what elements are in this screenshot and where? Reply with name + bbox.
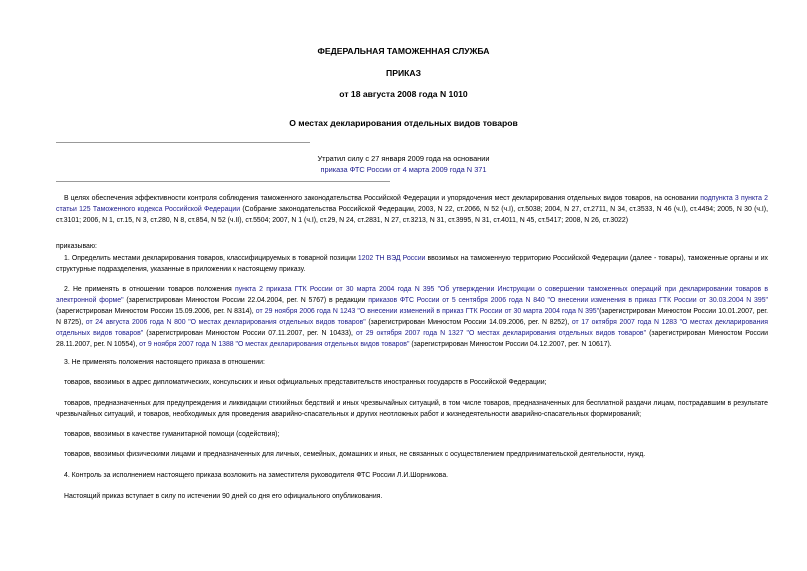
preamble bbox=[56, 193, 768, 226]
item-3-b: товаров, предназначенных для предупреждения и ликвидации стихийных бедствий и иных чрезвычайных ситуаций, в том числе товаров, предназначенных для бесплатной раздачи лицам, пострадавшим в результате чрезвычайных ситуаций, и товаров, необходимых для проведения аварийно-спасательных и других неотложных работ и жизнедеятельности аварийно-спасательных формирований; bbox=[56, 400, 768, 418]
item-3-intro: 3. Не применять положения настоящего приказа в отношении: bbox=[64, 359, 265, 366]
item-1 bbox=[56, 253, 768, 275]
fts-1243-link[interactable]: от 29 ноября 2006 года N 1243 "О внесении изменений в приказ ГТК России от 30 марта 2004 года N 395" bbox=[255, 308, 600, 315]
repeal-line: Утратил силу с 27 января 2009 года на основании bbox=[317, 154, 490, 163]
item-2-text: (зарегистрирован Минюстом России 07.11.2007, рег. N 10433), bbox=[143, 330, 356, 337]
divider-bottom bbox=[56, 181, 390, 182]
gtk-395-link[interactable]: пункта 2 приказа ГТК России от 30 марта 2004 года N 395 "Об утверждении Инструкции о совершении таможенных операций при декларировании товаров в электронной форме" bbox=[56, 286, 769, 304]
fts-800-link[interactable]: от 24 августа 2006 года N 800 "О местах декларирования отдельных видов товаров" bbox=[85, 319, 366, 326]
item-4: 4. Контроль за исполнением настоящего приказа возложить на заместителя руководителя ФТС России Л.И.Шорникова. bbox=[64, 472, 449, 479]
tnved-link[interactable]: 1202 ТН ВЭД России bbox=[357, 255, 426, 262]
divider-top bbox=[56, 142, 310, 143]
item-1-text: 1. Определить местами декларирования товаров, классифицируемых в товарной позиции bbox=[64, 255, 358, 262]
customs-code-link[interactable]: подпункта 3 пункта 2 статьи 125 Таможенного кодекса Российской Федерации bbox=[56, 195, 768, 213]
repeal-note bbox=[0, 153, 807, 175]
order-word: приказываю: bbox=[56, 243, 97, 250]
item-3-c: товаров, ввозимых в качестве гуманитарной помощи (содействия); bbox=[64, 431, 280, 438]
repeal-order-link[interactable]: приказа ФТС России от 4 марта 2009 года N 371 bbox=[320, 165, 487, 174]
agency-name: ФЕДЕРАЛЬНАЯ ТАМОЖЕННАЯ СЛУЖБА bbox=[317, 46, 490, 56]
fts-840-link[interactable]: приказов ФТС России от 5 сентября 2006 года N 840 "О внесении изменения в приказ ГТК России от 30.03.2004 N 395" bbox=[368, 297, 768, 304]
item-2-text: (зарегистрирован Минюстом России 10.01.2007, рег. N 8725), bbox=[56, 308, 769, 326]
item-2-text: (зарегистрирован Минюстом России 15.09.2006, рег. N 8314), bbox=[56, 308, 256, 315]
item-2-text: 2. Не применять в отношении товаров положения bbox=[64, 286, 235, 293]
preamble-text: В целях обеспечения эффективности контроля соблюдения таможенного законодательства Российской Федерации и упорядочения мест декларирования отдельных видов товаров, на основании bbox=[64, 195, 701, 202]
item-1-text-cont: ввозимых на таможенную территорию Российской Федерации (далее - товары), таможенные органы и их структурные подразделения, указанные в приложении к настоящему приказу. bbox=[56, 255, 768, 273]
item-3-a: товаров, ввозимых в адрес дипломатических, консульских и иных официальных представительств иностранных государств в Российской Федерации; bbox=[64, 379, 547, 386]
fts-1283-link[interactable]: от 17 октября 2007 года N 1283 "О местах декларирования отдельных видов товаров" bbox=[56, 319, 768, 337]
item-2-text: (зарегистрирован Минюстом России 22.04.2004, рег. N 5767) в редакции bbox=[123, 297, 369, 304]
doc-type: ПРИКАЗ bbox=[386, 68, 421, 78]
item-2-text: (зарегистрирован Минюстом России 28.11.2007, рег. N 10554), bbox=[56, 330, 769, 348]
fts-1388-link[interactable]: от 9 ноября 2007 года N 1388 "О местах декларирования отдельных видов товаров" bbox=[139, 341, 410, 348]
preamble-text-cont: (Собрание законодательства Российской Федерации, 2003, N 22, ст.2066, N 52 (ч.I), ст.5038; 2004, N 27, ст.2711, N 34, ст.3533, N 46 (ч.I), ст.4494; 2005, N 30 (ч.I), ст.3101; 2006, N 1, ст.15, N 3, ст.280, N 8, ст.854, N 52 (ч.II), ст.5504; 2007, N 1 (ч.I), ст.29, N 24, ст.2831, N 27, ст.3213, N 31, ст.3995, N 31, ст.4011, N 45, ст.5417; 2008, N 26, ст.3022) bbox=[56, 206, 768, 224]
item-2-text: (зарегистрирован Минюстом России 14.09.2006, рег. N 8252), bbox=[365, 319, 572, 326]
item-2-text: (зарегистрирован Минюстом России 04.12.2007, рег. N 10617). bbox=[409, 341, 612, 348]
fts-1327-link[interactable]: от 29 октября 2007 года N 1327 "О местах декларирования отдельных видов товаров" bbox=[355, 330, 647, 337]
item-3-d: товаров, ввозимых физическими лицами и предназначенных для личных, семейных, домашних и иных, не связанных с осуществлением предпринимательской деятельности, нужд. bbox=[64, 451, 646, 458]
doc-date-number: от 18 августа 2008 года N 1010 bbox=[339, 89, 468, 99]
final-provision: Настоящий приказ вступает в силу по истечении 90 дней со дня его официального опубликования. bbox=[64, 493, 383, 500]
doc-title: О местах декларирования отдельных видов товаров bbox=[289, 118, 518, 128]
item-2 bbox=[56, 284, 768, 350]
